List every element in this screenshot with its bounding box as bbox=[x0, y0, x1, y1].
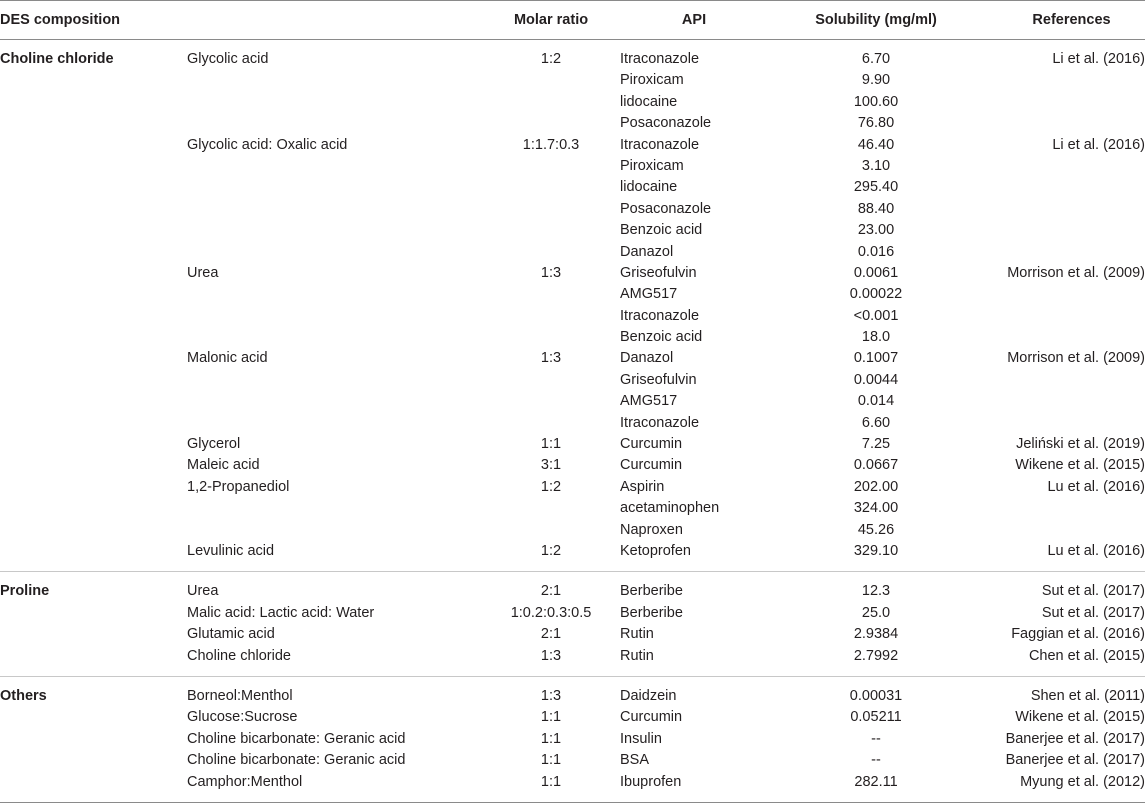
hbd-cell: Choline bicarbonate: Geranic acid bbox=[187, 752, 406, 769]
hbd-cell: Choline chloride bbox=[187, 646, 468, 677]
api-cell: Danazol bbox=[620, 350, 674, 367]
group-name-cell bbox=[0, 520, 187, 541]
group-name-cell bbox=[0, 263, 187, 284]
hbd-cell: Glycolic acid bbox=[187, 51, 269, 67]
table-row bbox=[0, 646, 1145, 677]
api-cell: Benzoic acid bbox=[620, 329, 703, 346]
reference-cell bbox=[998, 391, 1145, 412]
hbd-cell: 1,2-Propanediol bbox=[187, 478, 290, 495]
api-cell: Piroxicam bbox=[620, 157, 684, 174]
header-solubility: Solubility (mg/ml) bbox=[754, 1, 998, 40]
api-cell: Daidzein bbox=[620, 687, 677, 704]
solubility-cell: 7.25 bbox=[861, 436, 891, 453]
reference-cell bbox=[998, 520, 1145, 541]
hbd-cell bbox=[187, 156, 468, 177]
group-name-cell bbox=[0, 707, 187, 728]
api-cell: Ketoprofen bbox=[634, 541, 754, 572]
table-row bbox=[0, 92, 1145, 113]
molar-ratio-cell bbox=[468, 177, 634, 198]
molar-ratio-cell bbox=[468, 413, 634, 434]
api-cell: Berberibe bbox=[620, 583, 683, 600]
molar-ratio-cell: 1:2 bbox=[540, 51, 562, 67]
header-molar-ratio: Molar ratio bbox=[468, 1, 634, 40]
api-cell: AMG517 bbox=[620, 286, 678, 303]
reference-cell bbox=[998, 306, 1145, 327]
api-cell: Griseofulvin bbox=[620, 371, 697, 388]
solubility-cell: 0.0044 bbox=[853, 371, 899, 388]
group-name-cell bbox=[0, 413, 187, 434]
table-row bbox=[0, 156, 1145, 177]
reference-cell: Lu et al. (2016) bbox=[998, 541, 1145, 572]
reference-cell bbox=[998, 92, 1145, 113]
group-name-cell bbox=[0, 455, 187, 476]
molar-ratio-cell bbox=[468, 498, 634, 519]
solubility-cell: 45.26 bbox=[857, 521, 895, 538]
group-name-cell bbox=[0, 306, 187, 327]
api-cell: acetaminophen bbox=[620, 500, 720, 517]
reference-cell bbox=[998, 370, 1145, 391]
header-api: API bbox=[634, 1, 754, 40]
solubility-cell: 46.40 bbox=[857, 136, 895, 153]
hbd-cell bbox=[187, 242, 468, 263]
api-cell: Insulin bbox=[620, 730, 662, 747]
solubility-cell: 0.00022 bbox=[849, 286, 903, 303]
solubility-cell: 329.10 bbox=[754, 541, 998, 572]
molar-ratio-cell bbox=[468, 113, 634, 134]
table-row bbox=[0, 729, 1145, 750]
molar-ratio-cell: 1:2 bbox=[540, 478, 562, 495]
api-cell: Ibuprofen bbox=[634, 772, 754, 803]
molar-ratio-cell: 1:1.7:0.3 bbox=[522, 136, 580, 153]
api-cell: BSA bbox=[620, 752, 650, 769]
reference-cell: Morrison et al. (2009) bbox=[1007, 350, 1145, 367]
group-name-cell bbox=[0, 113, 187, 134]
group-name-cell bbox=[0, 199, 187, 220]
reference-cell: Wikene et al. (2015) bbox=[1015, 709, 1145, 726]
reference-cell: Banerjee et al. (2017) bbox=[1005, 752, 1145, 769]
molar-ratio-cell: 1:3 bbox=[540, 264, 562, 281]
table-row bbox=[0, 572, 1145, 603]
table-row bbox=[0, 40, 1145, 71]
api-cell: AMG517 bbox=[620, 393, 678, 410]
hbd-cell bbox=[187, 113, 468, 134]
group-name-cell: Choline chloride bbox=[0, 51, 114, 67]
table-row bbox=[0, 391, 1145, 412]
solubility-cell: 282.11 bbox=[754, 772, 998, 803]
hbd-cell bbox=[187, 391, 468, 412]
molar-ratio-cell: 1:1 bbox=[540, 730, 562, 747]
table-row bbox=[0, 327, 1145, 348]
solubility-cell: 0.014 bbox=[857, 393, 895, 410]
molar-ratio-cell bbox=[468, 327, 634, 348]
hbd-cell: Glycolic acid: Oxalic acid bbox=[187, 136, 348, 153]
solubility-cell: 2.7992 bbox=[754, 646, 998, 677]
solubility-cell: -- bbox=[871, 752, 881, 769]
api-cell: Itraconazole bbox=[620, 136, 700, 153]
reference-cell: Sut et al. (2017) bbox=[1041, 604, 1145, 621]
reference-cell: Banerjee et al. (2017) bbox=[1005, 730, 1145, 747]
solubility-cell: 0.1007 bbox=[853, 350, 899, 367]
reference-cell bbox=[998, 220, 1145, 241]
api-cell: Posaconazole bbox=[620, 200, 712, 217]
molar-ratio-cell bbox=[468, 242, 634, 263]
solubility-cell: 0.0667 bbox=[853, 457, 899, 474]
molar-ratio-cell bbox=[468, 520, 634, 541]
molar-ratio-cell: 1:1 bbox=[468, 772, 634, 803]
molar-ratio-cell bbox=[468, 199, 634, 220]
api-cell: Itraconazole bbox=[620, 51, 700, 67]
hbd-cell bbox=[187, 70, 468, 91]
api-cell: lidocaine bbox=[620, 179, 678, 196]
group-name-cell: Others bbox=[0, 687, 47, 704]
solubility-cell: 295.40 bbox=[853, 179, 899, 196]
table-row bbox=[0, 242, 1145, 263]
table-header bbox=[0, 1, 1145, 40]
group-name-cell bbox=[0, 135, 187, 156]
hbd-cell bbox=[187, 520, 468, 541]
hbd-cell bbox=[187, 306, 468, 327]
reference-cell: Morrison et al. (2009) bbox=[1007, 264, 1145, 281]
group-name-cell bbox=[0, 434, 187, 455]
header-des-composition: DES composition bbox=[0, 1, 468, 40]
api-cell: Berberibe bbox=[620, 604, 683, 621]
hbd-cell bbox=[187, 199, 468, 220]
table-row bbox=[0, 263, 1145, 284]
reference-cell: Myung et al. (2012) bbox=[998, 772, 1145, 803]
molar-ratio-cell: 1:1 bbox=[540, 709, 562, 726]
hbd-cell bbox=[187, 327, 468, 348]
table-row bbox=[0, 477, 1145, 498]
table-row bbox=[0, 306, 1145, 327]
reference-cell: Li et al. (2016) bbox=[1052, 136, 1145, 153]
molar-ratio-cell: 3:1 bbox=[540, 457, 562, 474]
solubility-cell: 9.90 bbox=[861, 72, 891, 89]
table-row bbox=[0, 199, 1145, 220]
solubility-cell: 324.00 bbox=[853, 500, 899, 517]
table-row bbox=[0, 750, 1145, 771]
api-cell: Rutin bbox=[634, 646, 754, 677]
group-name-cell bbox=[0, 646, 187, 677]
reference-cell: Li et al. (2016) bbox=[1052, 51, 1145, 67]
api-cell: Itraconazole bbox=[620, 307, 700, 324]
solubility-cell: <0.001 bbox=[853, 307, 899, 324]
api-cell: Curcumin bbox=[620, 436, 683, 453]
reference-cell bbox=[998, 242, 1145, 263]
reference-cell bbox=[998, 199, 1145, 220]
solubility-cell: 0.00031 bbox=[849, 687, 903, 704]
molar-ratio-cell: 1:3 bbox=[540, 687, 562, 704]
hbd-cell: Maleic acid bbox=[187, 457, 260, 474]
group-name-cell bbox=[0, 370, 187, 391]
table-row bbox=[0, 177, 1145, 198]
api-cell: Posaconazole bbox=[620, 115, 712, 132]
reference-cell: Jeliński et al. (2019) bbox=[1016, 436, 1145, 453]
solubility-cell: 0.0061 bbox=[853, 264, 899, 281]
table-row bbox=[0, 624, 1145, 645]
api-cell: Curcumin bbox=[620, 457, 683, 474]
table-row bbox=[0, 113, 1145, 134]
molar-ratio-cell: 1:3 bbox=[540, 350, 562, 367]
api-cell: Benzoic acid bbox=[620, 222, 703, 239]
api-cell: Danazol bbox=[620, 243, 674, 260]
reference-cell bbox=[998, 413, 1145, 434]
group-name-cell bbox=[0, 391, 187, 412]
reference-cell: Shen et al. (2011) bbox=[1030, 687, 1145, 704]
solubility-cell: 100.60 bbox=[853, 93, 899, 110]
hbd-cell: Borneol:Menthol bbox=[187, 687, 293, 704]
solubility-cell: 23.00 bbox=[857, 222, 895, 239]
hbd-cell: Urea bbox=[187, 583, 219, 600]
hbd-cell bbox=[187, 498, 468, 519]
group-name-cell bbox=[0, 156, 187, 177]
table-row bbox=[0, 220, 1145, 241]
header-row bbox=[0, 1, 1145, 40]
group-name-cell bbox=[0, 177, 187, 198]
solubility-cell: 202.00 bbox=[853, 478, 899, 495]
api-cell: Rutin bbox=[620, 626, 654, 643]
hbd-cell: Levulinic acid bbox=[187, 541, 468, 572]
reference-cell: Faggian et al. (2016) bbox=[1011, 626, 1145, 643]
table-row bbox=[0, 541, 1145, 572]
api-cell: Griseofulvin bbox=[620, 264, 697, 281]
solubility-cell: 3.10 bbox=[861, 157, 891, 174]
reference-cell bbox=[998, 113, 1145, 134]
table-row bbox=[0, 772, 1145, 803]
table-body bbox=[0, 40, 1145, 803]
header-references: References bbox=[998, 1, 1145, 40]
reference-cell: Chen et al. (2015) bbox=[998, 646, 1145, 677]
molar-ratio-cell: 1:3 bbox=[468, 646, 634, 677]
hbd-cell: Malic acid: Lactic acid: Water bbox=[187, 604, 375, 621]
group-name-cell bbox=[0, 327, 187, 348]
table-row bbox=[0, 676, 1145, 707]
group-name-cell bbox=[0, 624, 187, 645]
table-row bbox=[0, 455, 1145, 476]
reference-cell bbox=[998, 498, 1145, 519]
hbd-cell: Camphor:Menthol bbox=[187, 772, 468, 803]
group-name-cell bbox=[0, 772, 187, 803]
group-name-cell bbox=[0, 603, 187, 624]
solubility-cell: 0.016 bbox=[857, 243, 895, 260]
hbd-cell: Glucose:Sucrose bbox=[187, 709, 298, 726]
api-cell: Itraconazole bbox=[620, 414, 700, 431]
solubility-cell: 6.70 bbox=[861, 51, 891, 67]
reference-cell bbox=[998, 70, 1145, 91]
reference-cell: Lu et al. (2016) bbox=[1047, 478, 1145, 495]
table-row bbox=[0, 520, 1145, 541]
solubility-cell: 2.9384 bbox=[853, 626, 899, 643]
api-cell: Naproxen bbox=[620, 521, 683, 538]
api-cell: Curcumin bbox=[620, 709, 683, 726]
group-name-cell: Proline bbox=[0, 583, 50, 600]
hbd-cell: Urea bbox=[187, 264, 219, 281]
reference-cell: Sut et al. (2017) bbox=[1041, 583, 1145, 600]
molar-ratio-cell: 2:1 bbox=[540, 583, 562, 600]
table-row bbox=[0, 370, 1145, 391]
hbd-cell: Choline bicarbonate: Geranic acid bbox=[187, 730, 406, 747]
table-row bbox=[0, 348, 1145, 369]
group-name-cell bbox=[0, 284, 187, 305]
molar-ratio-cell: 1:1 bbox=[540, 752, 562, 769]
table-row bbox=[0, 707, 1145, 728]
hbd-cell bbox=[187, 92, 468, 113]
molar-ratio-cell bbox=[468, 370, 634, 391]
molar-ratio-cell bbox=[468, 220, 634, 241]
table-row bbox=[0, 434, 1145, 455]
group-name-cell bbox=[0, 729, 187, 750]
solubility-cell: 18.0 bbox=[861, 329, 891, 346]
hbd-cell: Malonic acid bbox=[187, 350, 268, 367]
molar-ratio-cell bbox=[468, 70, 634, 91]
api-cell: Piroxicam bbox=[620, 72, 684, 89]
group-name-cell bbox=[0, 498, 187, 519]
solubility-cell: 6.60 bbox=[861, 414, 891, 431]
group-name-cell bbox=[0, 220, 187, 241]
group-name-cell bbox=[0, 70, 187, 91]
solubility-cell: 88.40 bbox=[857, 200, 895, 217]
table-row bbox=[0, 603, 1145, 624]
table-row bbox=[0, 498, 1145, 519]
group-name-cell bbox=[0, 348, 187, 369]
reference-cell bbox=[998, 156, 1145, 177]
api-cell: Aspirin bbox=[620, 478, 665, 495]
group-name-cell bbox=[0, 92, 187, 113]
hbd-cell: Glycerol bbox=[187, 436, 241, 453]
hbd-cell bbox=[187, 177, 468, 198]
molar-ratio-cell bbox=[468, 92, 634, 113]
table-row bbox=[0, 284, 1145, 305]
hbd-cell: Glutamic acid bbox=[187, 626, 275, 643]
api-cell: lidocaine bbox=[620, 93, 678, 110]
group-name-cell bbox=[0, 541, 187, 572]
group-name-cell bbox=[0, 242, 187, 263]
molar-ratio-cell bbox=[468, 156, 634, 177]
reference-cell bbox=[998, 327, 1145, 348]
solubility-cell: 25.0 bbox=[861, 604, 891, 621]
molar-ratio-cell bbox=[468, 284, 634, 305]
hbd-cell bbox=[187, 370, 468, 391]
table-row bbox=[0, 135, 1145, 156]
molar-ratio-cell: 1:0.2:0.3:0.5 bbox=[510, 604, 592, 621]
group-name-cell bbox=[0, 750, 187, 771]
solubility-cell: 12.3 bbox=[861, 583, 891, 600]
molar-ratio-cell bbox=[468, 306, 634, 327]
solubility-cell: -- bbox=[871, 730, 881, 747]
hbd-cell bbox=[187, 413, 468, 434]
molar-ratio-cell: 2:1 bbox=[540, 626, 562, 643]
group-name-cell bbox=[0, 477, 187, 498]
hbd-cell bbox=[187, 284, 468, 305]
reference-cell bbox=[998, 177, 1145, 198]
reference-cell bbox=[998, 284, 1145, 305]
table-row bbox=[0, 70, 1145, 91]
molar-ratio-cell: 1:2 bbox=[468, 541, 634, 572]
molar-ratio-cell bbox=[468, 391, 634, 412]
solubility-cell: 76.80 bbox=[857, 115, 895, 132]
molar-ratio-cell: 1:1 bbox=[540, 436, 562, 453]
solubility-cell: 0.05211 bbox=[850, 709, 902, 726]
reference-cell: Wikene et al. (2015) bbox=[1015, 457, 1145, 474]
hbd-cell bbox=[187, 220, 468, 241]
table-row bbox=[0, 413, 1145, 434]
